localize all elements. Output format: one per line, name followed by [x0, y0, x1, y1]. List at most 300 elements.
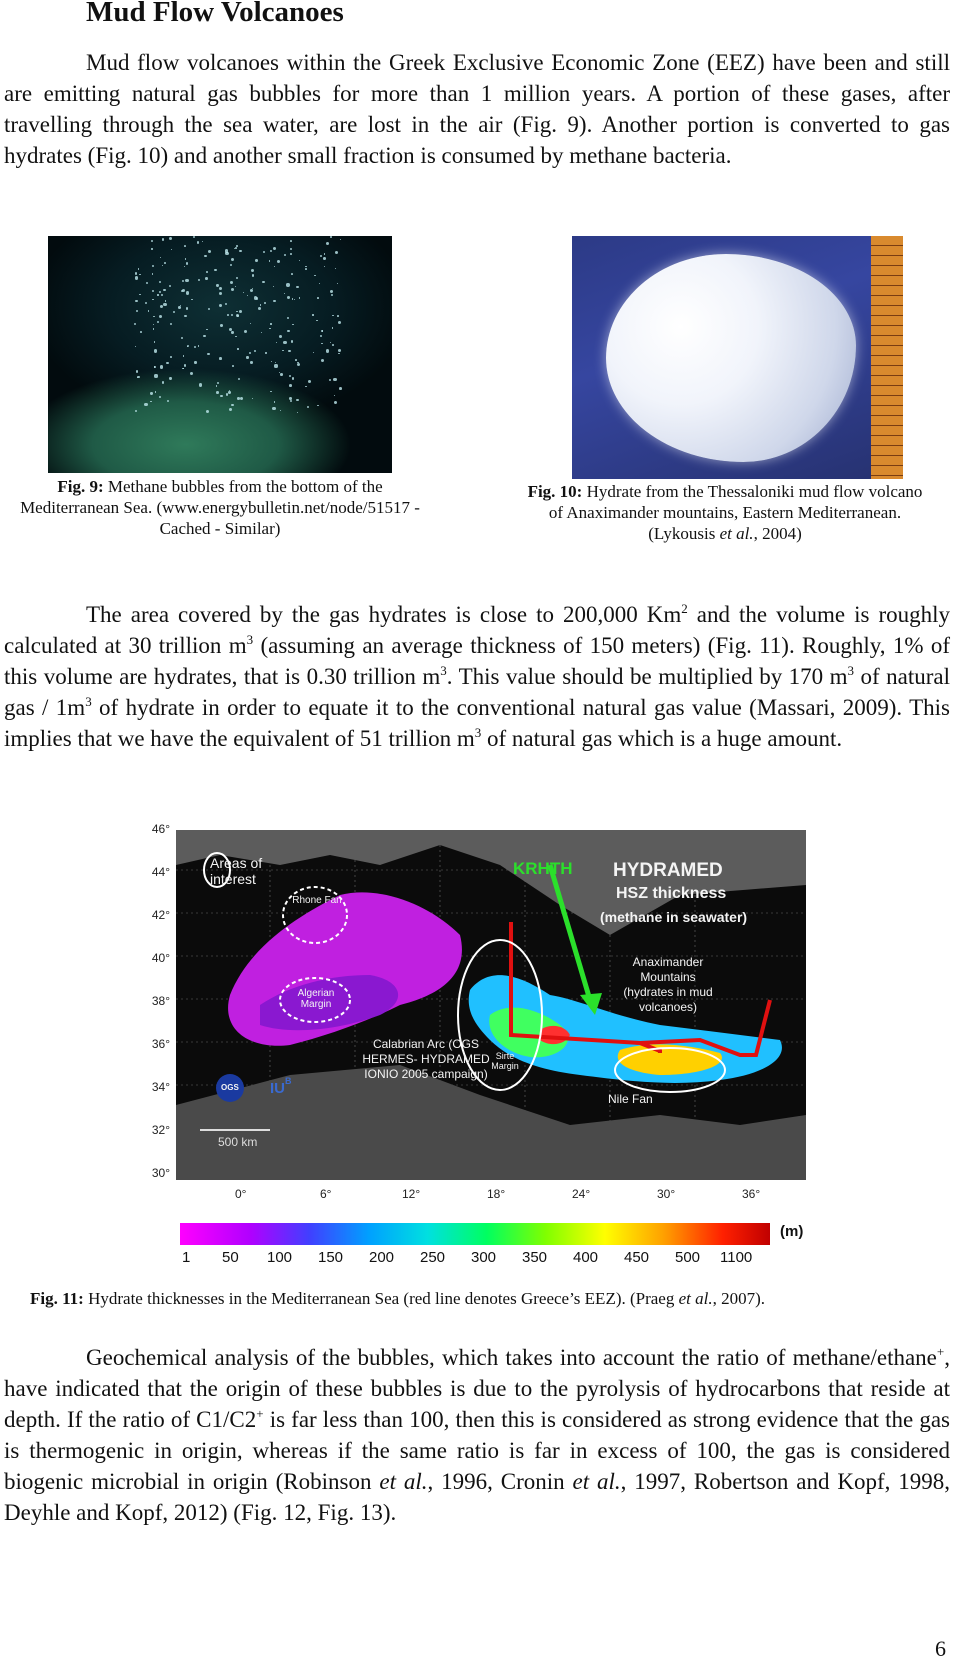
text-run: The area covered by the gas hydrates is close to 200,000 Km [86, 602, 682, 627]
bubble [299, 297, 301, 299]
lon-tick: 6° [320, 1187, 332, 1201]
logo-sup: B [285, 1076, 292, 1086]
bubble [312, 314, 313, 315]
bubble [204, 255, 207, 258]
bubble [135, 410, 138, 413]
lat-tick: 42° [151, 908, 170, 922]
lat-tick: 46° [151, 822, 170, 836]
bubble [335, 251, 338, 254]
superscript: 3 [85, 694, 92, 709]
map-label-sirte-margin: Sirte Margin [491, 1051, 519, 1071]
bubble [139, 294, 141, 296]
map-label-algerian-margin: Algerian Margin [297, 988, 335, 1010]
bubble [249, 352, 251, 354]
bubble [329, 379, 331, 381]
bubble [135, 276, 138, 279]
bubble [338, 349, 341, 352]
bubble [231, 288, 234, 291]
bubble [150, 392, 152, 394]
bubble [320, 335, 322, 337]
bubble [203, 335, 205, 337]
bubble [273, 300, 276, 303]
text-run: and the volume is roughly calculated at 30 trillion m [4, 602, 951, 658]
paragraph-geochemical-analysis [4, 1342, 950, 1528]
bubble [274, 364, 277, 367]
bubble [163, 289, 166, 292]
bubble [166, 362, 169, 365]
bubble [217, 382, 219, 384]
bubble [276, 342, 277, 343]
bubble [294, 299, 296, 301]
lat-tick: 34° [151, 1080, 170, 1094]
bubble [246, 356, 248, 358]
bubble [292, 377, 295, 380]
bubble [162, 238, 165, 241]
lon-tick: 0° [235, 1187, 247, 1201]
bubble [292, 324, 294, 326]
lat-tick: 32° [151, 1123, 170, 1137]
bubble [219, 292, 222, 295]
bubble [232, 365, 234, 367]
colorbar-unit: (m) [780, 1223, 804, 1240]
map-label-calabrian-arc: Calabrian Arc (OGS HERMES- HYDRAMED IONIO 2005 campaign) [362, 1037, 490, 1081]
paragraph-area-volume [4, 599, 950, 754]
text-run: , 1997, Robertson and Kopf, 1998, Deyhle and Kopf, 2012) (Fig. 12, Fig. 13). [4, 1469, 951, 1525]
bubble [286, 283, 289, 286]
bubble [216, 385, 217, 386]
colorbar-tick: 200 [369, 1249, 395, 1266]
bubble [330, 342, 331, 343]
superscript: 3 [246, 632, 254, 647]
bubble [136, 310, 138, 312]
bubble [254, 296, 257, 299]
bubble [197, 241, 200, 244]
bubble [159, 315, 162, 318]
bubble [191, 299, 193, 301]
bubble [316, 320, 318, 322]
bubble [184, 245, 186, 247]
bubble [153, 324, 154, 325]
bubble [317, 297, 319, 299]
italic-etal: et al. [379, 1469, 428, 1494]
bubble [163, 303, 166, 306]
bubble [284, 254, 286, 256]
bubble [157, 294, 158, 295]
colorbar-tick: 1100 [720, 1249, 753, 1266]
bubble [157, 321, 159, 323]
fig10-label: Fig. 10: [527, 482, 583, 501]
bubble [194, 361, 196, 363]
bubble [152, 290, 154, 292]
bubble [181, 290, 183, 292]
bubble [169, 285, 171, 287]
bubble [321, 359, 324, 362]
fig11-caption-tail: , 2007). [712, 1289, 766, 1308]
map-label-nile-fan: Nile Fan [608, 1092, 653, 1106]
map-label-hydramed: HYDRAMED [613, 860, 723, 881]
bubble [247, 295, 248, 296]
bubble [270, 323, 271, 324]
bubble [230, 281, 233, 284]
fig9-methane-bubbles-photo [48, 236, 392, 473]
bubble [291, 273, 293, 275]
fig11-hydrate-map [140, 822, 820, 1266]
italic-etal: et al. [572, 1469, 621, 1494]
bubble [154, 374, 157, 377]
bubble [206, 410, 209, 413]
superscript: 3 [440, 663, 447, 678]
bubble [270, 391, 272, 393]
bubble [323, 257, 326, 260]
bubble [219, 304, 222, 307]
bubble [235, 286, 236, 287]
map-label-rhone-fan: Rhone Fan [292, 895, 342, 906]
bubble [251, 269, 254, 272]
bubble [236, 277, 239, 280]
bubble [155, 391, 157, 393]
bubble [239, 250, 242, 253]
superscript: 3 [847, 663, 855, 678]
bubble [186, 262, 188, 264]
fig11-etal: et al. [678, 1289, 713, 1308]
text-run: of natural gas / 1m [4, 664, 950, 720]
bubble [229, 408, 232, 411]
bubble [231, 404, 234, 407]
map-logo-iub [270, 1076, 292, 1097]
bubble [135, 272, 138, 275]
bubble [170, 356, 172, 358]
bubble [153, 328, 155, 330]
bubble [273, 247, 276, 250]
bubble [290, 253, 292, 255]
bubble [258, 307, 261, 310]
bubble [314, 275, 315, 276]
bubble [153, 316, 155, 318]
bubble [244, 330, 247, 333]
text-run: , 1996, Cronin [427, 1469, 573, 1494]
bubble [334, 395, 336, 397]
bubble [319, 283, 320, 284]
bubble [337, 315, 339, 317]
bubble [340, 239, 341, 240]
bubble [254, 350, 256, 352]
bubble [321, 343, 323, 345]
bubble [151, 240, 153, 242]
bubble [271, 361, 272, 362]
bubble [160, 365, 163, 368]
bubble [171, 249, 172, 250]
bubble [250, 323, 251, 324]
bubble [225, 303, 227, 305]
bubble [228, 391, 230, 393]
bubble [198, 279, 200, 281]
lon-tick: 36° [742, 1187, 761, 1201]
bubble [214, 269, 217, 272]
page-number: 6 [935, 1636, 946, 1661]
bubble [332, 315, 333, 316]
bubble [339, 387, 342, 390]
bubble [289, 397, 292, 400]
bubble [162, 381, 165, 384]
bubble [239, 310, 242, 313]
paragraph-intro: Mud flow volcanoes within the Greek Exclusive Economic Zone (EEZ) have been and still are emitting natural gas bubbles for more than 1 million years. A portion of these gases, after travelling through the sea water, are lost in the air (Fig. 9). Another portion is converted to gas hydrates (Fig. 10) and another small fraction is consumed by methane bacteria. [4, 50, 950, 168]
fig10-caption [520, 481, 930, 544]
bubble [193, 236, 195, 238]
bubble [154, 341, 156, 343]
bubble [184, 315, 186, 317]
map-logo-ogs: OGS [221, 1083, 239, 1092]
bubble [322, 330, 324, 332]
bubble [280, 410, 281, 411]
bubble [152, 273, 153, 274]
bubble [183, 355, 184, 356]
bubble [275, 362, 276, 363]
bubble [231, 258, 234, 261]
bubble [290, 400, 292, 402]
bubble [330, 236, 332, 238]
bubble [198, 345, 199, 346]
fig10-hydrate-photo [572, 236, 903, 479]
bubble [146, 282, 148, 284]
bubble [181, 337, 184, 340]
bubble [159, 396, 162, 399]
text-run: , have indicated that the origin of these bubbles is due to the pyrolysis of hydrocarbons that reside at depth. If the ratio of C1/C2 [4, 1345, 950, 1432]
colorbar-tick: 100 [267, 1249, 293, 1266]
bubble [206, 271, 208, 273]
fig10-caption-text: Hydrate from the Thessaloniki mud flow volcano of Anaximander mountains, Eastern Mediterranean. (Lykousis [548, 482, 923, 543]
ruler [871, 236, 903, 479]
bubble [152, 299, 153, 300]
bubble [185, 279, 188, 282]
map-label-scale: 500 km [218, 1135, 258, 1149]
bubble [252, 274, 254, 276]
bubble [184, 364, 187, 367]
bubble [207, 353, 209, 355]
bubble [296, 399, 298, 401]
bubble [152, 265, 154, 267]
text-run: (assuming an average thickness of 150 meters) (Fig. 11). Roughly, 1% of this volume are hydrates, that is 0.30 trillion m [4, 633, 950, 689]
bubble [334, 401, 337, 404]
bubble [220, 395, 222, 397]
map-label-methane: (methane in seawater) [600, 909, 748, 925]
bubble [290, 248, 292, 250]
bubble [185, 258, 187, 260]
bubble [305, 268, 307, 270]
colorbar-tick: 400 [573, 1249, 599, 1266]
bubble [182, 280, 184, 282]
fig9-caption [20, 476, 420, 539]
bubble [139, 274, 141, 276]
bubble [235, 247, 237, 249]
bubble [264, 302, 266, 304]
bubble [138, 268, 140, 270]
fig9-caption-text: Methane bubbles from the bottom of the Mediterranean Sea. (www.energybulletin.net/node/51517 - Cached - Similar) [20, 477, 420, 538]
colorbar-tick: 300 [471, 1249, 497, 1266]
bubble [305, 266, 306, 267]
bubble [335, 268, 336, 269]
bubble [237, 348, 238, 349]
colorbar-tick: 500 [675, 1249, 701, 1266]
colorbar-tick: 50 [222, 1249, 239, 1266]
bubble [330, 290, 333, 293]
bubble [280, 373, 283, 376]
bubble [333, 378, 336, 381]
text-run: of hydrate in order to equate it to the conventional natural gas value (Massari, 2009). This implies that we have the equivalent of 51 trillion m [4, 695, 950, 751]
bubble [237, 315, 239, 317]
bubble [274, 266, 276, 268]
bubble [220, 324, 223, 327]
bubble [235, 336, 236, 337]
text-run: is far less than 100, then this is considered as strong evidence that the gas is thermogenic in origin, whereas if the same ratio is far in excess of 100, the gas is considered biogenic microbial in origin (Robinson [4, 1407, 950, 1494]
bubble [263, 251, 265, 253]
bubble [154, 349, 157, 352]
superscript: 2 [681, 601, 688, 616]
bubble [186, 291, 189, 294]
map-label-krhth: KRHTH [513, 859, 573, 878]
bubble [219, 357, 222, 360]
hydrate-sample [606, 254, 856, 462]
bubble [135, 300, 137, 302]
lon-tick: 30° [657, 1187, 676, 1201]
map-label-hsz: HSZ thickness [616, 885, 727, 902]
lon-tick: 12° [402, 1187, 421, 1201]
bubble [270, 250, 272, 252]
bubble [186, 307, 188, 309]
bubble [164, 262, 166, 264]
section-heading: Mud Flow Volcanoes [86, 0, 344, 28]
bubble [231, 331, 234, 334]
bubble [295, 359, 297, 361]
bubble [199, 383, 202, 386]
bubble [299, 260, 300, 261]
bubble [252, 398, 253, 399]
bubble [284, 293, 285, 294]
lon-tick: 18° [487, 1187, 506, 1201]
bubble [288, 350, 290, 352]
bubble [173, 311, 175, 313]
bubble [165, 300, 167, 302]
bubble [272, 407, 275, 410]
bubble [313, 352, 314, 353]
bubble [194, 346, 196, 348]
bubble [167, 400, 170, 403]
bubble [283, 341, 286, 344]
bubble [145, 302, 147, 304]
bubble [170, 323, 172, 325]
bubble [243, 292, 244, 293]
bubble [289, 375, 291, 377]
superscript: + [256, 1406, 264, 1421]
bubble [277, 260, 280, 263]
bubble [338, 353, 339, 354]
bubble [238, 378, 240, 380]
superscript: + [936, 1344, 945, 1359]
fig9-label: Fig. 9: [57, 477, 104, 496]
bubble [219, 287, 222, 290]
bubble [260, 304, 261, 305]
superscript: 3 [474, 725, 482, 740]
bubble [289, 384, 292, 387]
bubble [205, 277, 208, 280]
bubble [216, 284, 218, 286]
bubble [269, 328, 270, 329]
bubble [178, 306, 181, 309]
lat-tick: 30° [151, 1166, 170, 1180]
bubble [190, 372, 193, 375]
bubble [150, 401, 152, 403]
colorbar-tick: 350 [522, 1249, 548, 1266]
lat-tick: 44° [151, 865, 170, 879]
bubble [332, 344, 334, 346]
bubble [184, 266, 185, 267]
bubble [169, 237, 172, 240]
text-run: of natural gas which is a huge amount. [481, 726, 843, 751]
bubble [234, 248, 235, 249]
bubble [337, 283, 338, 284]
bubble [144, 403, 147, 406]
bubble [320, 255, 322, 257]
bubble [265, 352, 266, 353]
lat-tick: 40° [151, 951, 170, 965]
bubble [231, 314, 233, 316]
bubble [227, 314, 229, 316]
bubble [161, 294, 163, 296]
bubble [262, 281, 264, 283]
bubble [240, 397, 243, 400]
bubble [338, 321, 341, 324]
bubble [159, 281, 161, 283]
bubble [273, 286, 274, 287]
bubble [169, 377, 171, 379]
bubble [230, 264, 232, 266]
lat-tick: 36° [151, 1037, 170, 1051]
fig11-caption [30, 1288, 930, 1309]
bubble [269, 260, 271, 262]
bubble [261, 332, 262, 333]
bubble [208, 250, 211, 253]
logo-text: IU [270, 1080, 285, 1097]
bubble [250, 361, 253, 364]
bubble [297, 412, 298, 413]
text-run: . This value should be multiplied by 170 m [446, 664, 848, 689]
fig10-etal: et al. [719, 524, 754, 543]
bubble [296, 286, 299, 289]
bubble [206, 329, 208, 331]
colorbar-tick: 150 [318, 1249, 344, 1266]
bubble [151, 248, 152, 249]
lon-tick: 24° [572, 1187, 591, 1201]
bubble [159, 291, 161, 293]
bubble [287, 296, 290, 299]
colorbar-tick: 450 [624, 1249, 650, 1266]
bubble [208, 308, 211, 311]
bubble [255, 259, 258, 262]
fig11-label: Fig. 11: [30, 1289, 84, 1308]
bubble [282, 350, 284, 352]
colorbar-tick: 250 [420, 1249, 446, 1266]
bubble [236, 311, 238, 313]
bubble [216, 391, 219, 394]
bubble [274, 401, 275, 402]
bubble [182, 368, 184, 370]
text-run: Geochemical analysis of the bubbles, which takes into account the ratio of methane/ethane [86, 1345, 937, 1370]
bubble [279, 335, 282, 338]
fig10-caption-tail: , 2004) [753, 524, 802, 543]
bubble [135, 346, 136, 347]
bubble [140, 331, 142, 333]
bubble [307, 406, 309, 408]
bubble [305, 386, 306, 387]
